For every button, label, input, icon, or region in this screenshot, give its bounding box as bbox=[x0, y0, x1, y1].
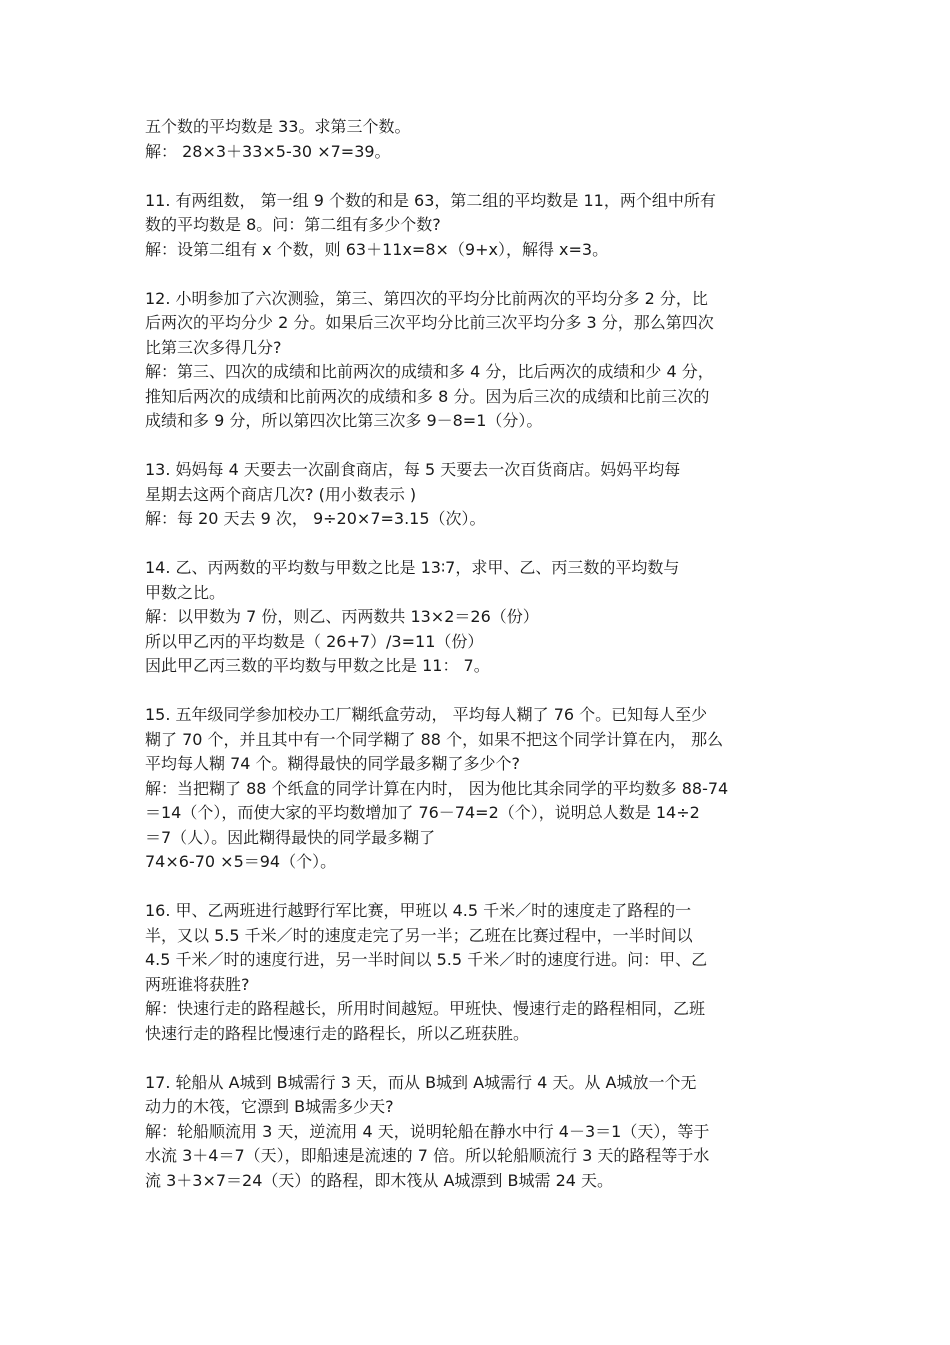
question-line: 14. 乙、丙两数的平均数与甲数之比是 13∶7，求甲、乙、丙三数的平均数与 bbox=[145, 558, 680, 577]
problem-17 bbox=[145, 1071, 825, 1194]
solution-line: ＝7（人）。因此糊得最快的同学最多糊了 bbox=[145, 827, 436, 847]
question-line: 17. 轮船从 A城到 B城需行 3 天，而从 B城到 A城需行 4 天。从 A城放一个无 bbox=[145, 1072, 697, 1092]
question-line: 13. 妈妈每 4 天要去一次副食商店，每 5 天要去一次百货商店。妈妈平均每 bbox=[145, 460, 681, 479]
question-line: 4.5 千米／时的速度行进，另一半时间以 5.5 千米／时的速度行进。问：甲、乙 bbox=[145, 950, 708, 969]
question-line: 11. 有两组数， 第一组 9 个数的和是 63，第二组的平均数是 11，两个组中所有 bbox=[145, 190, 716, 210]
question-line: 12. 小明参加了六次测验，第三、第四次的平均分比前两次的平均分多 2 分，比 bbox=[145, 288, 708, 308]
solution-line: 所以甲乙丙的平均数是（ 26+7）/3=11（份） bbox=[145, 631, 484, 651]
solution-line: 解：第三、四次的成绩和比前两次的成绩和多 4 分，比后两次的成绩和少 4 分， bbox=[145, 362, 714, 381]
solution-line: 解：以甲数为 7 份，则乙、丙两数共 13×2＝26（份） bbox=[145, 607, 539, 626]
question-line: 星期去这两个商店几次? (用小数表示 ) bbox=[145, 484, 417, 504]
question-line: 数的平均数是 8。问：第二组有多少个数? bbox=[145, 215, 441, 234]
solution-line: 快速行走的路程比慢速行走的路程长，所以乙班获胜。 bbox=[145, 1023, 530, 1043]
problem-15 bbox=[145, 703, 825, 875]
question-line: 后两次的平均分少 2 分。如果后三次平均分比前三次平均分多 3 分，那么第四次 bbox=[145, 313, 714, 332]
problem-11 bbox=[145, 189, 825, 263]
solution-line: 解：轮船顺流用 3 天，逆流用 4 天，说明轮船在静水中行 4－3＝1（天），等于 bbox=[145, 1121, 710, 1141]
solution-line: 解：每 20 天去 9 次， 9÷20×7=3.15（次）。 bbox=[145, 509, 486, 528]
solution-line: 解：设第二组有 x 个数，则 63＋11x=8×（9+x），解得 x=3。 bbox=[145, 239, 609, 259]
question-line: 动力的木筏，它漂到 B城需多少天? bbox=[145, 1097, 394, 1116]
problem-13 bbox=[145, 458, 825, 532]
problem-12 bbox=[145, 287, 825, 434]
solution-line: ＝14（个），而使大家的平均数增加了 76－74=2（个），说明总人数是 14÷2 bbox=[145, 803, 700, 822]
solution-line: 水流 3＋4＝7（天），即船速是流速的 7 倍。所以轮船顺流行 3 天的路程等于水 bbox=[145, 1146, 710, 1165]
question-line: 平均每人糊 74 个。糊得最快的同学最多糊了多少个? bbox=[145, 754, 521, 773]
intro-block bbox=[145, 115, 825, 164]
solution-line: 解：快速行走的路程越长，所用时间越短。甲班快、慢速行走的路程相同，乙班 bbox=[145, 999, 706, 1018]
question-line: 半，又以 5.5 千米／时的速度走完了另一半；乙班在比赛过程中，一半时间以 bbox=[145, 925, 693, 945]
question-line: 15. 五年级同学参加校办工厂糊纸盒劳动， 平均每人糊了 76 个。已知每人至少 bbox=[145, 705, 708, 724]
document-content bbox=[145, 115, 825, 1193]
solution-line: 解： 28×3＋33×5-30 ×7=39。 bbox=[145, 141, 391, 161]
problem-14 bbox=[145, 556, 825, 679]
question-line: 甲数之比。 bbox=[145, 582, 226, 602]
solution-line: 成绩和多 9 分，所以第四次比第三次多 9－8=1（分）。 bbox=[145, 411, 543, 430]
question-line: 两班谁将获胜? bbox=[145, 974, 250, 994]
text-line: 五个数的平均数是 33。求第三个数。 bbox=[145, 117, 411, 136]
solution-line: 因此甲乙丙三数的平均数与甲数之比是 11： 7。 bbox=[145, 656, 490, 675]
solution-line: 推知后两次的成绩和比前两次的成绩和多 8 分。因为后三次的成绩和比前三次的 bbox=[145, 386, 710, 406]
solution-line: 74×6-70 ×5＝94（个）。 bbox=[145, 852, 337, 871]
solution-line: 解：当把糊了 88 个纸盒的同学计算在内时， 因为他比其余同学的平均数多 88-74 bbox=[145, 778, 729, 798]
question-line: 糊了 70 个，并且其中有一个同学糊了 88 个，如果不把这个同学计算在内， 那么 bbox=[145, 729, 724, 749]
solution-line: 流 3＋3×7＝24（天）的路程，即木筏从 A城漂到 B城需 24 天。 bbox=[145, 1170, 614, 1190]
question-line: 16. 甲、乙两班进行越野行军比赛，甲班以 4.5 千米／时的速度走了路程的一 bbox=[145, 901, 692, 920]
problem-16 bbox=[145, 899, 825, 1046]
question-line: 比第三次多得几分? bbox=[145, 337, 282, 357]
